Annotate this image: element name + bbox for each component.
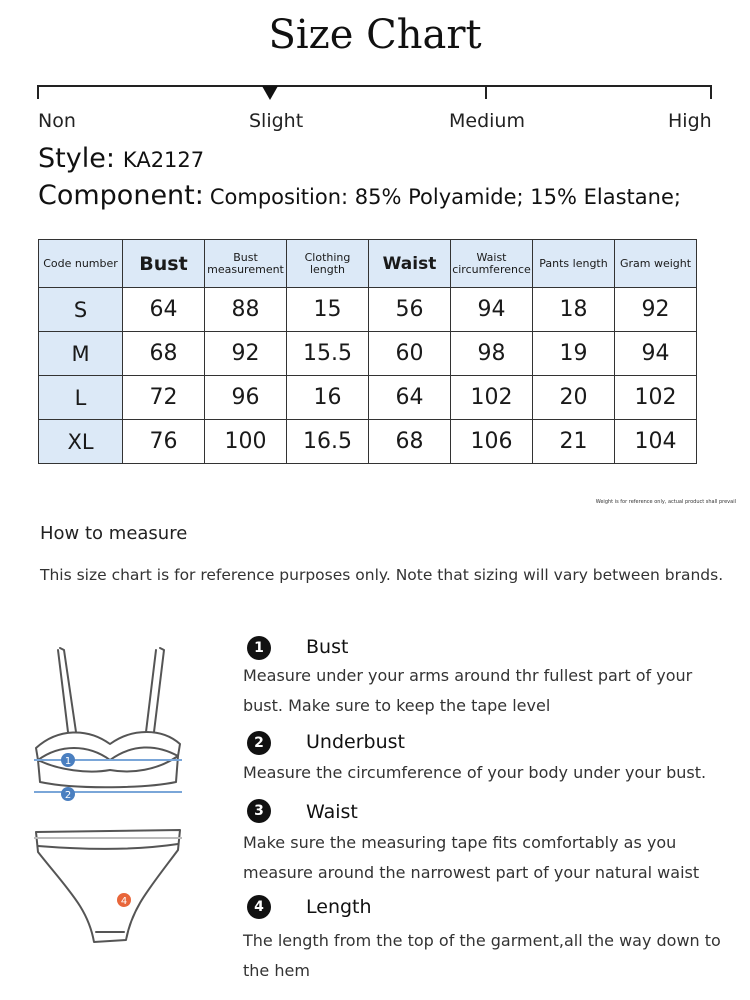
scale-tick-medium — [485, 85, 487, 99]
step-2-badge: 2 — [247, 731, 271, 755]
component-label: Component: — [38, 180, 204, 211]
header-pants-length: Pants length — [533, 240, 615, 288]
table-cell: 72 — [123, 376, 205, 420]
table-cell: 64 — [369, 376, 451, 420]
table-cell: 102 — [615, 376, 697, 420]
table-row — [39, 332, 697, 376]
style-value: KA2127 — [122, 148, 205, 172]
table-cell: 76 — [123, 420, 205, 464]
table-cell: 21 — [533, 420, 615, 464]
component-value: Composition: 85% Polyamide; 15% Elastane; — [209, 185, 681, 209]
table-row — [39, 420, 697, 464]
table-cell: 15.5 — [287, 332, 369, 376]
step-3-desc: Make sure the measuring tape fits comfortably as you measure around the narrowest part of your natural waist — [243, 833, 700, 882]
step-1-title: Bust — [306, 636, 349, 658]
table-cell: 15 — [287, 288, 369, 332]
table-header-row — [39, 240, 697, 288]
step-1-badge: 1 — [247, 636, 271, 660]
table-cell: 106 — [451, 420, 533, 464]
table-cell: 18 — [533, 288, 615, 332]
step-3-badge: 3 — [247, 799, 271, 823]
table-cell: 104 — [615, 420, 697, 464]
weight-note: Weight is for reference only, actual product shall prevail — [595, 499, 736, 505]
table-cell: 68 — [123, 332, 205, 376]
stretch-label-slight: Slight — [249, 110, 304, 132]
bra-cups — [36, 732, 180, 760]
scale-tick-non — [37, 85, 39, 99]
table-cell: 94 — [615, 332, 697, 376]
stretch-scale-line — [38, 85, 712, 87]
table-cell: 16.5 — [287, 420, 369, 464]
step-4-desc: The length from the top of the garment,all the way down to the hem — [243, 931, 721, 980]
size-cell: L — [39, 376, 123, 420]
page-title: Size Chart — [268, 12, 482, 58]
table-cell: 16 — [287, 376, 369, 420]
header-waist-circumference: Waist circumference — [451, 240, 533, 288]
table-cell: 100 — [205, 420, 287, 464]
garment-illustration — [28, 640, 188, 970]
table-cell: 98 — [451, 332, 533, 376]
header-clothing-length: Clothing length — [287, 240, 369, 288]
stretch-pointer-icon — [262, 86, 278, 100]
header-gram-weight: Gram weight — [615, 240, 697, 288]
size-cell: XL — [39, 420, 123, 464]
table-cell: 20 — [533, 376, 615, 420]
table-cell: 56 — [369, 288, 451, 332]
component-row — [38, 180, 681, 211]
how-to-measure-title: How to measure — [40, 523, 188, 544]
header-waist: Waist — [369, 240, 451, 288]
marker-1-label: 1 — [64, 756, 72, 767]
stretch-label-medium: Medium — [449, 110, 525, 132]
marker-2-label: 2 — [64, 790, 72, 801]
table-cell: 64 — [123, 288, 205, 332]
step-4-title: Length — [306, 896, 372, 918]
step-2-desc: Measure the circumference of your body under your bust. — [243, 763, 707, 782]
style-label: Style: — [38, 143, 115, 174]
step-3-title: Waist — [306, 801, 358, 823]
header-bust: Bust — [123, 240, 205, 288]
header-bust-measurement: Bust measurement — [205, 240, 287, 288]
step-1-desc: Measure under your arms around thr fullest part of your bust. Make sure to keep the tape level — [243, 666, 693, 715]
size-cell: S — [39, 288, 123, 332]
table-cell: 88 — [205, 288, 287, 332]
stretch-label-high: High — [668, 110, 712, 132]
table-cell: 92 — [205, 332, 287, 376]
scale-tick-high — [710, 85, 712, 99]
disclaimer-text: This size chart is for reference purposes only. Note that sizing will vary between brands. — [40, 566, 724, 584]
table-cell: 102 — [451, 376, 533, 420]
size-table — [38, 239, 697, 464]
table-cell: 96 — [205, 376, 287, 420]
table-cell: 92 — [615, 288, 697, 332]
marker-4-label: 4 — [120, 896, 128, 907]
stretch-label-non: Non — [38, 110, 76, 132]
style-row — [38, 143, 204, 174]
step-2-title: Underbust — [306, 731, 405, 753]
step-4-badge: 4 — [247, 895, 271, 919]
table-row — [39, 376, 697, 420]
table-cell: 68 — [369, 420, 451, 464]
size-cell: M — [39, 332, 123, 376]
header-code-number: Code number — [39, 240, 123, 288]
table-cell: 19 — [533, 332, 615, 376]
table-cell: 60 — [369, 332, 451, 376]
table-row — [39, 288, 697, 332]
table-cell: 94 — [451, 288, 533, 332]
